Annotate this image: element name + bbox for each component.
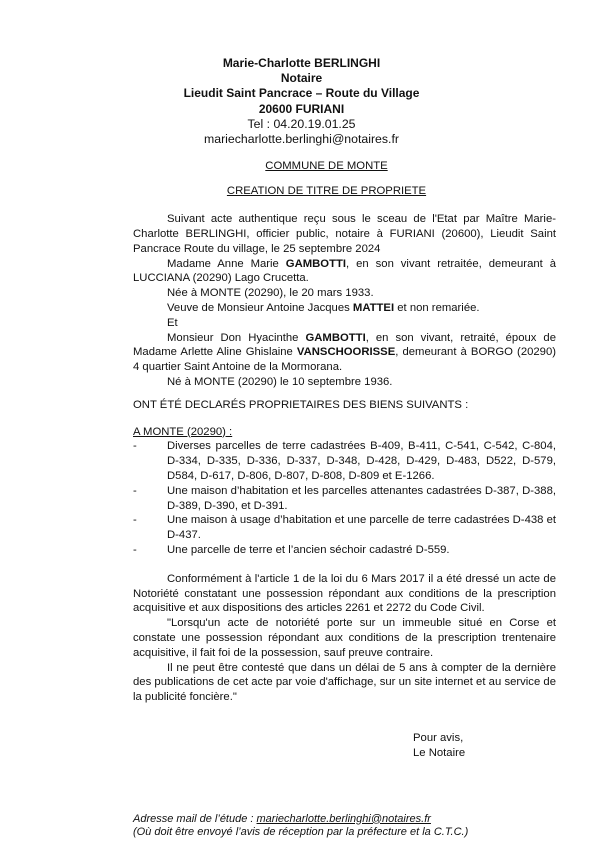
widow-surname: MATTEI [352, 302, 395, 314]
document-body [133, 212, 556, 705]
property-item [133, 513, 556, 543]
person2-birth: Né à MONTE (20290) le 10 septembre 1936. [167, 375, 393, 388]
property-item-text: Une maison à usage d’habitation et une parcelle de terre cadastrées D-438 et D-437. [167, 514, 556, 542]
property-item [133, 484, 556, 514]
legal-paragraph-1: Conformément à l'article 1 de la loi du 6 Mars 2017 il a été dressé un acte de Notoriété constatant une possession répondant aux conditions de la prescription acquisitive et aux dispositions des articles 2261 et 2272 du Code Civil. [133, 572, 556, 615]
notary-tel: Tel : 04.20.19.01.25 [247, 116, 356, 131]
intro-paragraph: Suivant acte authentique reçu sous le sceau de l'Etat par Maître Marie-Charlotte BERLINGHI, officier public, notaire à FURIANI (20600), Lieudit Saint Pancrace Route du village, le 25 septembre 2024 [133, 213, 556, 255]
notary-email: mariecharlotte.berlinghi@notaires.fr [204, 132, 399, 147]
person1-prefix: Madame Anne Marie [167, 257, 286, 270]
signature-line-2: Le Notaire [413, 746, 466, 759]
declaration: ONT ÉTÉ DECLARÉS PROPRIETAIRES DES BIENS SUIVANTS : [133, 398, 469, 411]
spouse-surname: VANSCHOORISSE [296, 346, 396, 359]
person1-widow [133, 301, 556, 316]
list-dash: - [133, 440, 137, 453]
location-heading: A MONTE (20290) : [133, 425, 233, 438]
person2-paragraph [133, 331, 556, 375]
notary-header [0, 56, 603, 147]
person2-surname: GAMBOTTI [305, 331, 366, 344]
notary-role: Notaire [280, 71, 323, 86]
list-dash: - [133, 484, 137, 497]
property-item [133, 543, 556, 558]
signature-line-1: Pour avis, [413, 731, 464, 744]
notary-city: 20600 FURIANI [258, 101, 345, 116]
footer-email-label: Adresse mail de l’étude : [133, 812, 257, 825]
list-dash: - [133, 543, 137, 556]
notary-name: Marie-Charlotte BERLINGHI [222, 56, 381, 70]
person2-suffix: , demeurant à BORGO (20290) 4 quartier Saint Antoine de la Mormorana. [133, 346, 556, 374]
property-item-text: Diverses parcelles de terre cadastrées B-409, B-411, C-541, C-542, C-804, D-334, D-335, D-336, D-337, D-348, D-428, D-429, D-483, D522, D-579, D584, D-617, D-806, D-807, D-808, D-809 et E-1266. [167, 440, 556, 482]
property-item [133, 439, 556, 483]
footer-note: (Où doit être envoyé l’avis de réception par la préfecture et la C.T.C.) [133, 826, 469, 839]
subject-title: CREATION DE TITRE DE PROPRIETE [226, 185, 427, 198]
property-item-text: Une maison d’habitation et les parcelles attenantes cadastrées D-387, D-388, D-389, D-390, et D-391. [167, 484, 556, 512]
person1-paragraph [133, 257, 556, 287]
property-list [133, 439, 556, 557]
notary-address: Lieudit Saint Pancrace – Route du Village [183, 86, 420, 101]
property-item-text: Une parcelle de terre et l’ancien séchoir cadastré D-559. [167, 543, 450, 556]
widow-suffix: et non remariée. [394, 302, 480, 314]
person2-middle: , en son vivant, retraité, époux de Madame Arlette Aline Ghislaine [133, 331, 557, 359]
footer-email-line [133, 813, 603, 827]
footer [133, 813, 603, 860]
person1-surname: GAMBOTTI [285, 257, 347, 270]
list-dash: - [133, 514, 137, 527]
legal-paragraph-3: Il ne peut être contesté que dans un délai de 5 ans à compter de la dernière des publications de cet acte par voie d'affichage, sur un site internet et au service de la publicité foncière." [133, 661, 556, 704]
widow-prefix: Veuve de Monsieur Antoine Jacques [167, 302, 353, 314]
conjunction: Et [167, 316, 178, 329]
footer-email-link[interactable]: mariecharlotte.berlinghi@notaires.fr [256, 812, 431, 825]
legal-paragraph-2: "Lorsqu'un acte de notoriété porte sur un immeuble situé en Corse et constate une possession répondant aux conditions de la prescription trentenaire acquisitive, il fait foi de la possession, sauf preuve contraire. [133, 617, 556, 659]
signature-block [413, 731, 603, 761]
person1-birth: Née à MONTE (20290), le 20 mars 1933. [167, 287, 374, 300]
person1-suffix: , en son vivant retraitée, demeurant à LUCCIANA (20290) Lago Crucetta. [133, 257, 556, 285]
commune-title: COMMUNE DE MONTE [265, 160, 388, 173]
person2-prefix: Monsieur Don Hyacinthe [167, 331, 306, 344]
